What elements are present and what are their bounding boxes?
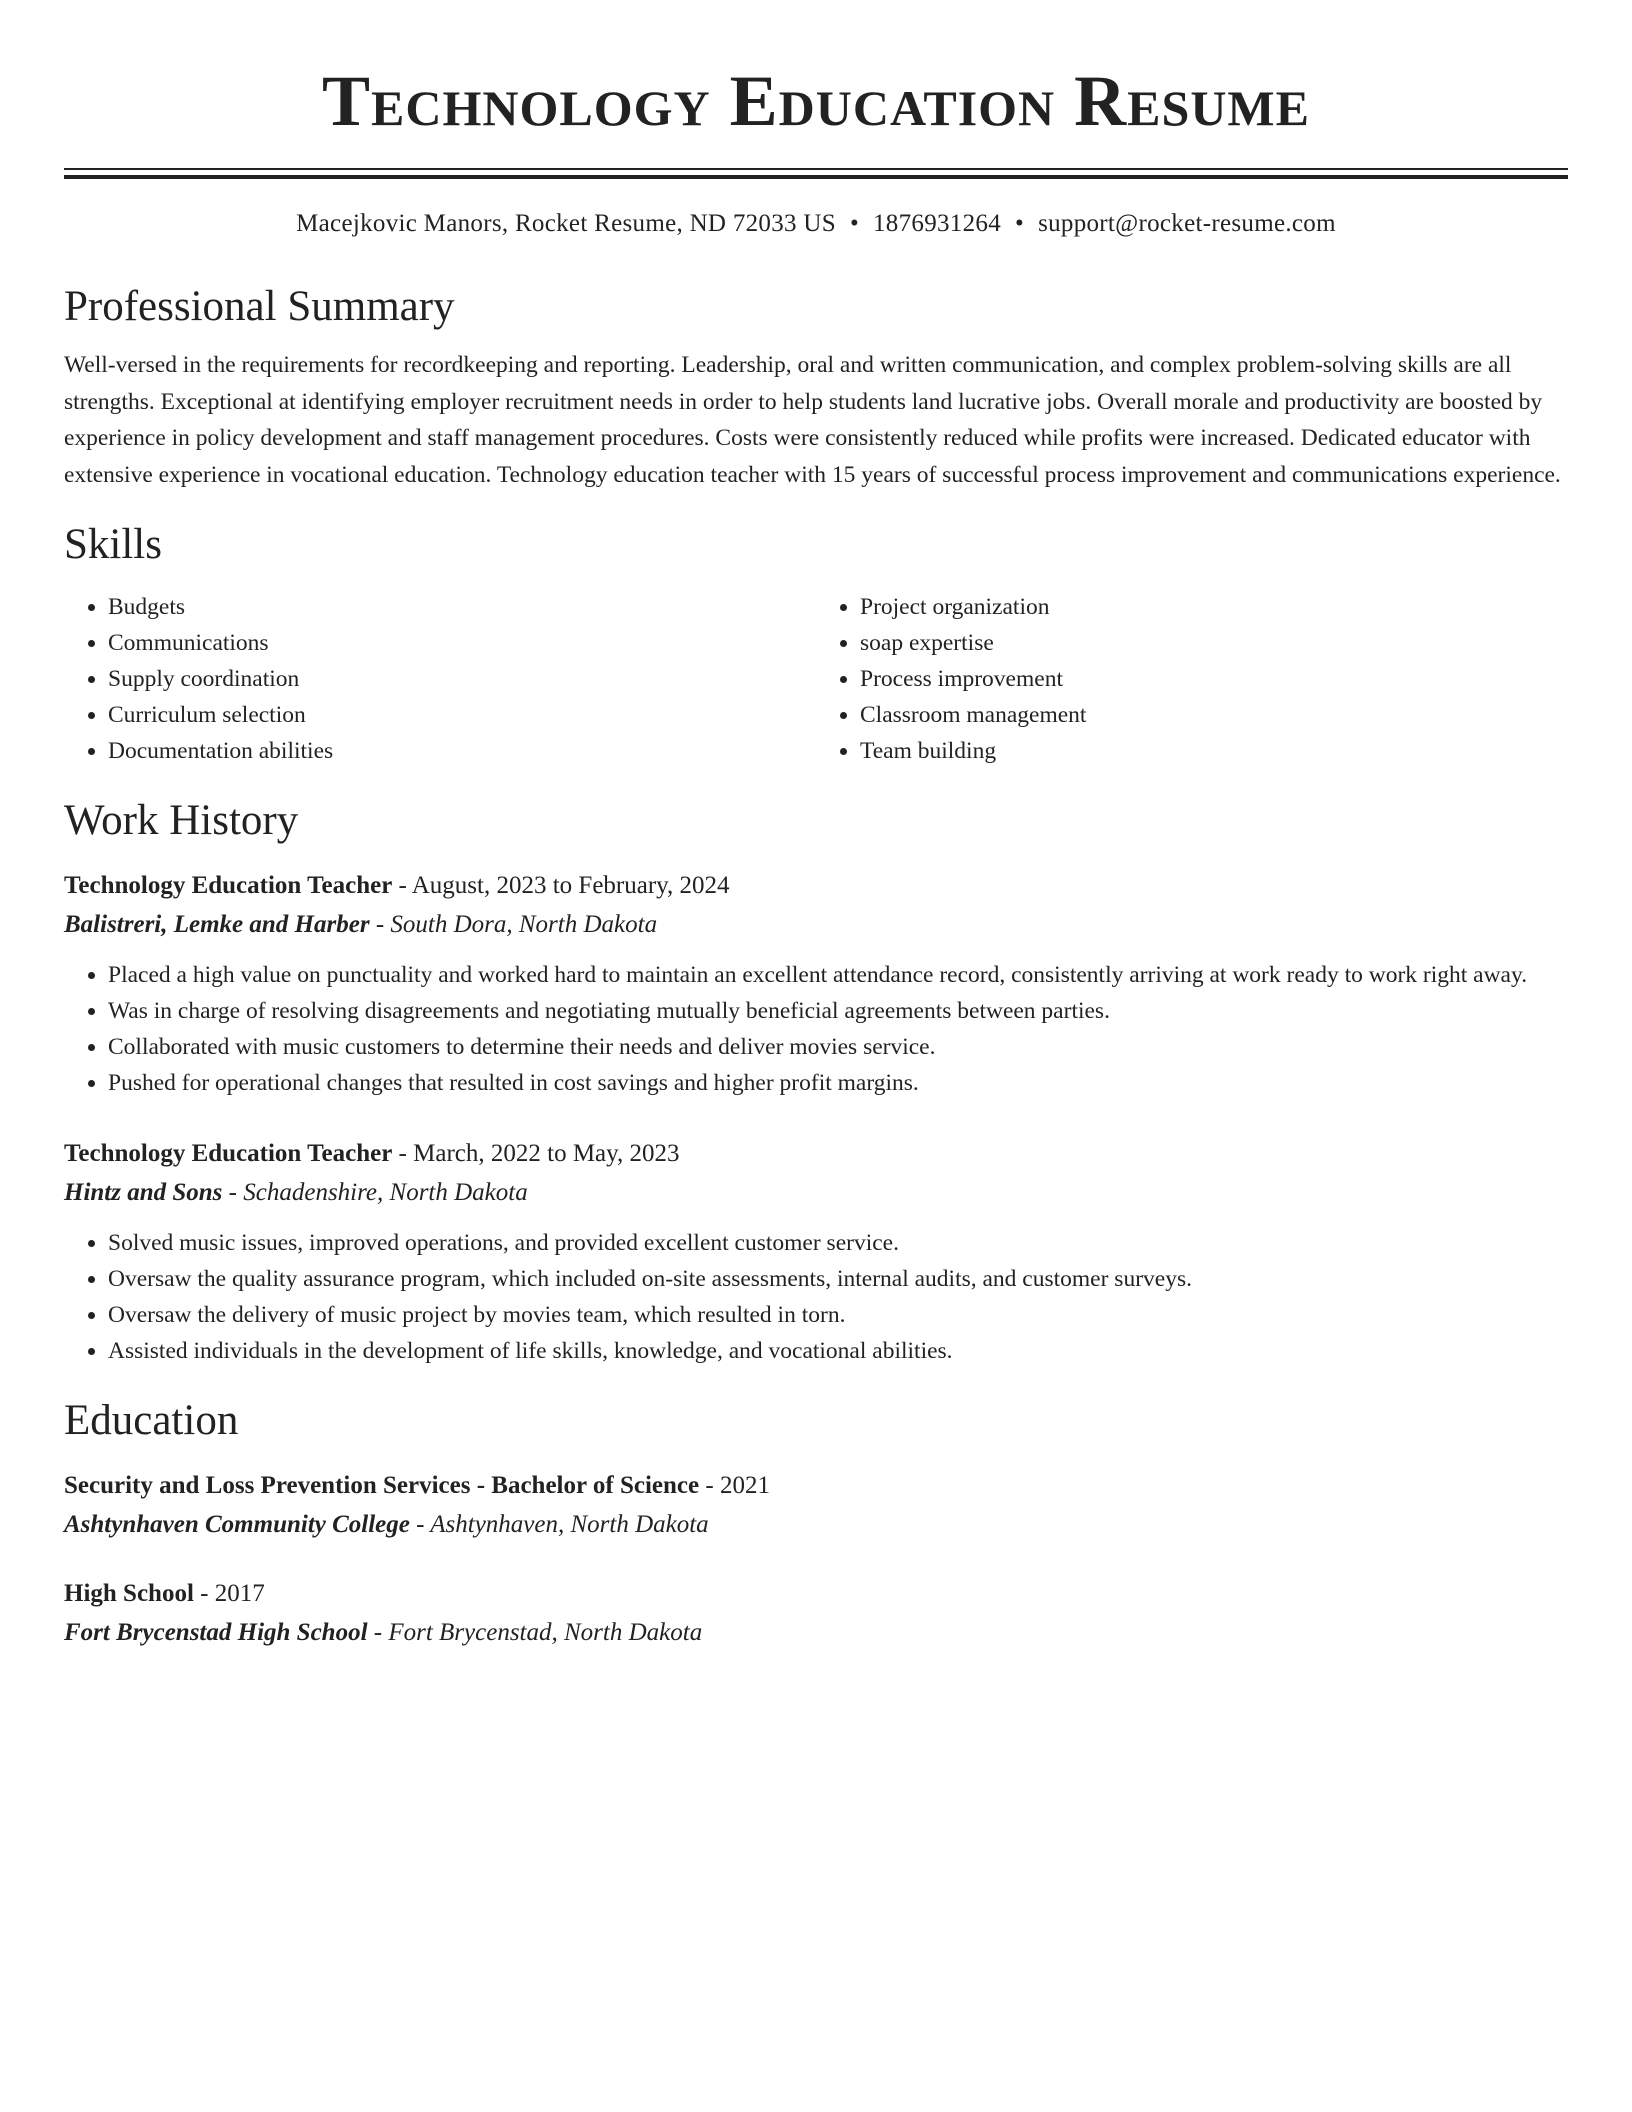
job-entry <box>64 867 1568 1101</box>
education-school: Ashtynhaven Community College <box>64 1511 410 1538</box>
job-duty: • Placed a high value on punctuality and worked hard to maintain an excellent attendance record, consistently arriving at work ready to work right away. <box>108 957 1568 993</box>
skill-item: • Communications <box>108 625 816 661</box>
education-degree: High School <box>64 1580 194 1607</box>
work-history-heading: Work History <box>64 797 299 844</box>
skills-right-column <box>816 589 1568 769</box>
job-duty: • Assisted individuals in the development of life skills, knowledge, and vocational abilities. <box>108 1333 1568 1369</box>
job-duties <box>64 957 1568 1101</box>
education-year: 2017 <box>214 1580 265 1607</box>
skills-grid <box>64 589 1568 769</box>
skill-item: • Project organization <box>860 589 1568 625</box>
job-duty: • Solved music issues, improved operations, and provided excellent customer service. <box>108 1225 1568 1261</box>
job-company: Balistreri, Lemke and Harber <box>64 911 370 938</box>
summary-heading: Professional Summary <box>64 283 455 330</box>
title-divider <box>64 168 1568 179</box>
summary-text: Well-versed in the requirements for recordkeeping and reporting. Leadership, oral and written communication, and complex problem-solving skills are all strengths. Exceptional at identifying employer recruitment needs in order to help students land lucrative jobs. Overall morale and productivity are boosted by experience in policy development and staff management procedures. Costs were consistently reduced while profits were increased. Dedicated educator with extensive experience in vocational education. Technology education teacher with 15 years of successful process improvement and communications experience. <box>64 352 1561 488</box>
education-location: Ashtynhaven, North Dakota <box>430 1511 709 1538</box>
skill-item: • Budgets <box>108 589 816 625</box>
skill-item: • Curriculum selection <box>108 697 816 733</box>
education-year: 2021 <box>719 1472 770 1499</box>
contact-separator: • <box>849 210 859 237</box>
job-role: Technology Education Teacher <box>64 872 393 899</box>
job-duties <box>64 1225 1568 1369</box>
education-school: Fort Brycenstad High School <box>64 1619 368 1646</box>
skills-heading: Skills <box>64 521 162 568</box>
education-school-line: Fort Brycenstad High School - Fort Brycenstad, North Dakota <box>64 1619 703 1646</box>
contact-email: support@rocket-resume.com <box>1038 210 1336 237</box>
skill-item: • soap expertise <box>860 625 1568 661</box>
skill-item: • Process improvement <box>860 661 1568 697</box>
job-role: Technology Education Teacher <box>64 1140 393 1167</box>
job-duty: • Oversaw the quality assurance program, which included on-site assessments, internal audits, and customer surveys. <box>108 1261 1568 1297</box>
job-header: Technology Education Teacher - March, 2022 to May, 2023 <box>64 1140 680 1167</box>
job-location: South Dora, North Dakota <box>390 911 658 938</box>
resume-title: Technology Education Resume <box>322 61 1310 141</box>
job-duty: • Collaborated with music customers to determine their needs and deliver movies service. <box>108 1029 1568 1065</box>
contact-address: Macejkovic Manors, Rocket Resume, ND 72033 US <box>296 210 836 237</box>
job-entry <box>64 1135 1568 1369</box>
education-header: High School - 2017 <box>64 1580 265 1607</box>
education-header: Security and Loss Prevention Services - Bachelor of Science - 2021 <box>64 1472 770 1499</box>
education-entry <box>64 1575 1568 1653</box>
contact-separator: • <box>1015 210 1025 237</box>
education-school-line: Ashtynhaven Community College - Ashtynhaven, North Dakota <box>64 1511 709 1538</box>
skill-item: • Documentation abilities <box>108 733 816 769</box>
contact-line <box>64 207 1568 241</box>
skills-left-column <box>64 589 816 769</box>
job-header: Technology Education Teacher - August, 2023 to February, 2024 <box>64 872 730 899</box>
job-duty: • Pushed for operational changes that resulted in cost savings and higher profit margins. <box>108 1065 1568 1101</box>
job-duty: • Oversaw the delivery of music project by movies team, which resulted in torn. <box>108 1297 1568 1333</box>
skill-item: • Team building <box>860 733 1568 769</box>
skill-item: • Classroom management <box>860 697 1568 733</box>
job-company: Hintz and Sons <box>64 1179 223 1206</box>
job-employer-line: Hintz and Sons - Schadenshire, North Dakota <box>64 1179 528 1206</box>
job-duty: • Was in charge of resolving disagreements and negotiating mutually beneficial agreements between parties. <box>108 993 1568 1029</box>
education-location: Fort Brycenstad, North Dakota <box>388 1619 703 1646</box>
skill-item: • Supply coordination <box>108 661 816 697</box>
education-entry <box>64 1467 1568 1545</box>
job-employer-line: Balistreri, Lemke and Harber - South Dora, North Dakota <box>64 911 658 938</box>
job-dates: August, 2023 to February, 2024 <box>411 872 730 899</box>
job-dates: March, 2022 to May, 2023 <box>413 1140 680 1167</box>
education-heading: Education <box>64 1397 239 1444</box>
contact-phone: 1876931264 <box>873 210 1001 237</box>
education-degree: Security and Loss Prevention Services - Bachelor of Science <box>64 1472 700 1499</box>
job-location: Schadenshire, North Dakota <box>243 1179 528 1206</box>
